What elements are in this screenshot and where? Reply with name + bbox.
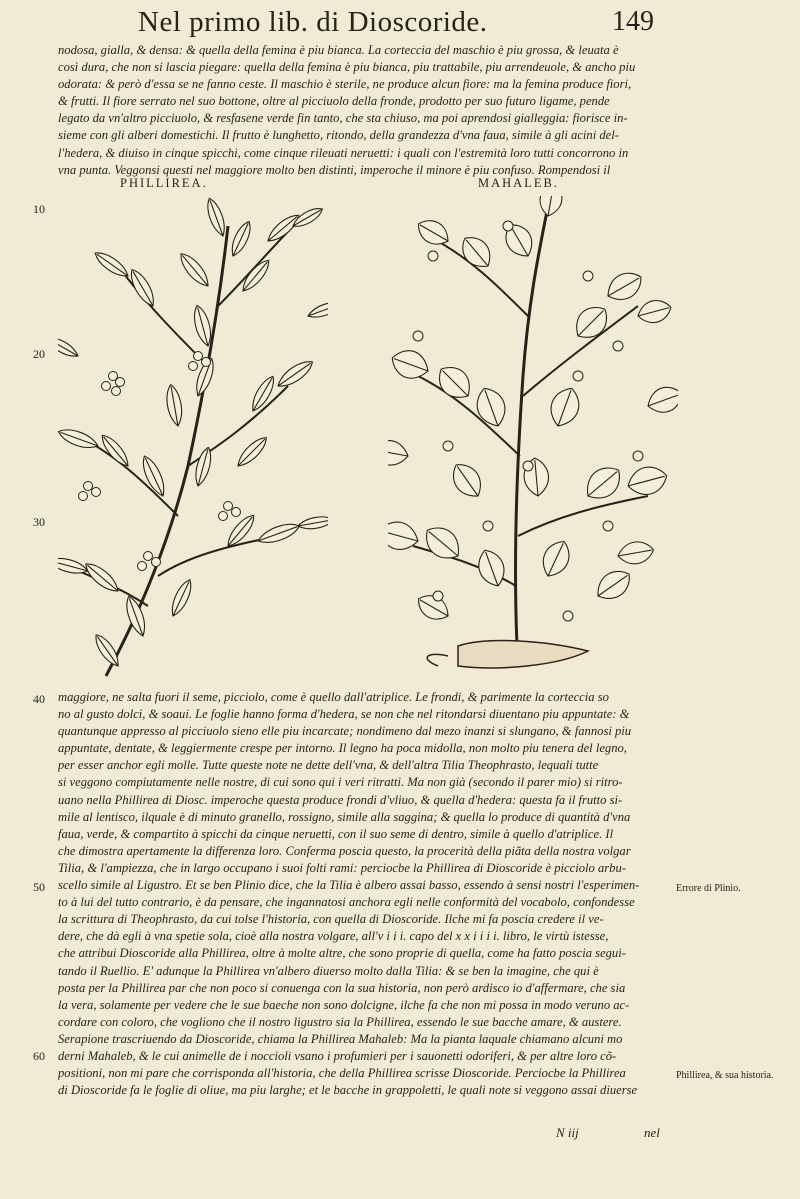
text-line: no al gusto dolci, & soaui. Le foglie hanno forma d'hedera, se non che nel ritondarsi diuentano piu appuntate: & [58, 707, 630, 722]
text-line: Tilia, & l'ampiezza, che in largo occupano i suoi folti rami: perciocbe la Phillirea di Dioscoride è picciolo arbu- [58, 860, 626, 875]
text-line: l'hedera, & diuiso in cinque spicchi, come cinque rileuati neruetti: i quali con l'estremità loro tutti concorrono in [58, 145, 629, 160]
catchword: nel [644, 1125, 660, 1140]
text-line: scello simile al Ligustro. Et se ben Plinio dice, che la Tilia è albero assai basso, essendo à sensi nostri l'esperimen- [58, 878, 640, 893]
margin-note-errore: Errore di Plinio. [676, 883, 741, 894]
text-line: maggiore, ne salta fuori il seme, picciolo, come è quello dall'atriplice. Le frondi, & parimente la corteccia so [58, 690, 609, 704]
line-number-50: 50 [33, 880, 45, 894]
text-line: la vera, solamente per vedere che le sue baeche non sono dolcigne, ilche fa che non mi possa in modo veruno ac- [58, 997, 630, 1012]
top-text-block [58, 42, 674, 179]
text-line: di Dioscoride fa le foglie di oliue, ma piu larghe; et le bacche in grappoletti, le quali note si veggono assai diuerse [58, 1083, 638, 1098]
text-line: che dimostra apertamente la differenza loro. Conferma poscia questo, la procerità della piãta della nostra volgar [58, 843, 631, 858]
signature-mark: N iij [556, 1125, 579, 1140]
running-head: Nel primo lib. di Dioscoride. [138, 6, 488, 38]
line-number-10: 10 [33, 202, 45, 216]
line-number-20: 20 [33, 347, 45, 361]
text-line: derni Mahaleb, & le cui animelle de i noccioli vsano i profumieri per i sauonetti odoriferi, & per altre loro cõ- [58, 1048, 617, 1063]
page-number: 149 [612, 6, 654, 37]
text-line: mile al lentisco, ilquale è di minuto granello, rossigno, simile alla saggina; & quella lo produce di quantità d'vna [58, 809, 631, 824]
text-line: vna punta. Veggonsi questi nel maggiore molto ben distinti, imperoche il minore è piu confuso. Rompendosi il [58, 162, 611, 177]
text-line: per esser anchor egli molle. Tutte queste note ne dette dell'vna, & dell'altra Tilia Theophrasto, lequali tutte [58, 758, 599, 773]
text-line: dere, che dà egli à vna spetie sola, cioè alla nostra volgare, all'v i i i. capo del x x i i i i. libro, le virtù istesse, [58, 929, 609, 944]
text-line: la scrittura di Theophrasto, da cui tolse l'historia, con quella di Dioscoride. Ilche mi fa poscia credere il ve- [58, 912, 604, 927]
text-line: to à lui del tutto contrario, è da pensare, che ingannatosi anchora egli nelle conformità del vocabolo, confondesse [58, 895, 635, 910]
bottom-text-block [58, 689, 674, 1099]
text-line: che attribui Dioscoride alla Phillirea, oltre à molte altre, che sono proprie di quella, come ha fatto poscia segui- [58, 946, 626, 961]
text-line: quantunque appresso al picciuolo sieno elle piu incarcate; nondimeno dal mezo inanzi si slungano, & fannosi piu [58, 724, 632, 739]
caption-mahaleb: MAHALEB. [478, 176, 559, 190]
text-line: tando il Ruellio. E' adunque la Phillirea vn'albero diuerso molto dalla Tilia: & se ben la imagine, che qui è [58, 963, 599, 978]
text-line: nodosa, gialla, & densa: & quella della femina è piu bianca. La corteccia del maschio è piu grossa, & leuata è [58, 43, 619, 57]
phillirea-woodcut [58, 196, 328, 682]
text-line: appuntate, dentate, & leggiermente crespe per intorno. Il legno ha poca midolla, non molto piu tenera del legno, [58, 741, 627, 756]
line-number-60: 60 [33, 1049, 45, 1063]
text-line: si veggono compiutamente nelle nostre, di cui sono qui i veri ritratti. Ma non già (secondo il parer mio) si ritro- [58, 775, 623, 790]
text-line: Serapione trascriuendo da Dioscoride, chiama la Phillirea Mahaleb: Ma la pianta laquale chiamano alcuni mo [58, 1031, 623, 1046]
text-line: uano nella Phillirea di Diosc. imperoche questa produce frondi d'vliuo, & quella d'hedera: questa fa il frutto si- [58, 792, 623, 807]
text-line: legato da vn'altro picciuolo, & resfasene verde fin tanto, che sta chiuso, ma poi aprendosi gialleggia: fiorisce in- [58, 111, 628, 126]
line-number-40: 40 [33, 692, 45, 706]
text-line: positioni, non mi pare che corrisponda all'historia, che della Phillirea scrisse Dioscoride. Perciocbe la Phillirea [58, 1066, 626, 1081]
line-number-30: 30 [33, 515, 45, 529]
text-line: & frutti. Il fiore serrato nel suo bottone, oltre al picciuolo della fronde, prodotto per suo futuro ligame, pende [58, 94, 610, 109]
caption-phillirea: PHILLIREA. [120, 176, 208, 190]
text-line: faua, verde, & compartito à spicchi da cinque neruetti, con il suo seme di dentro, simile à quello d'atriplice. Il [58, 826, 614, 841]
text-line: posta per la Phillirea par che non poco si conuenga con la sua historia, non però ardisco io d'affermare, che sia [58, 980, 626, 995]
text-line: sieme con gli alberi domestichi. Il frutto è lunghetto, ritondo, della grandezza d'vna faua, simile à gli acini del- [58, 128, 619, 143]
text-line: odorata: & però d'essa se ne fanno ceste. Il maschio è sterile, ne produce alcun fiore: ma la femina produce fiori, [58, 77, 632, 92]
margin-note-phillirea: Phillirea, & sua historia. [676, 1070, 774, 1081]
text-line: cordare con coloro, che vogliono che il nostro ligustro sia la Phillirea, essendo le sue bacche amare, & austere. [58, 1014, 622, 1029]
mahaleb-woodcut [388, 196, 678, 682]
text-line: così dura, che non si lascia piegare: quella della femina è piu bianca, piu trattabile, piu arrendeuole, & ancho piu [58, 60, 636, 75]
